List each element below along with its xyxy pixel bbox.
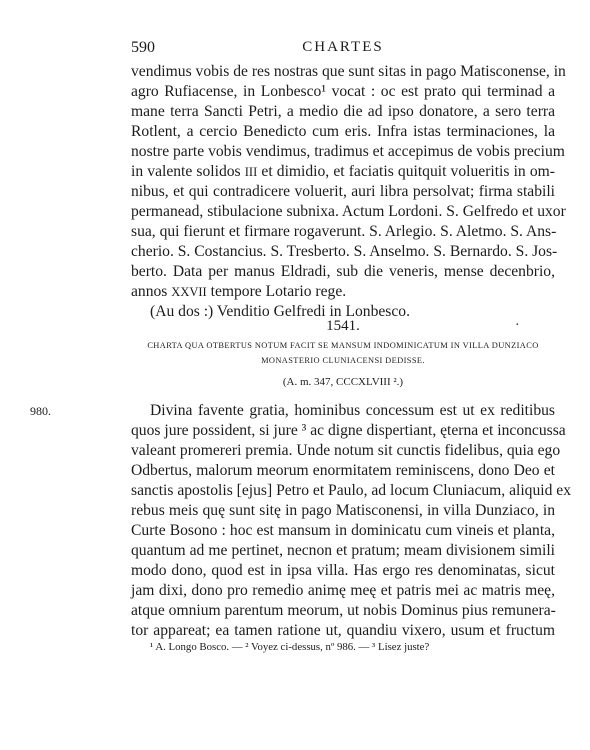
text-line bbox=[131, 162, 555, 182]
text-line: tor appareat; ea tamen ratione ut, quandiu vixero, usum et fructum bbox=[131, 622, 555, 639]
text-line: Curte Bosono : hoc est mansum in dominicatu cum vineis et planta, bbox=[131, 522, 555, 539]
page-number: 590 bbox=[131, 39, 155, 56]
charter-heading: MONASTERIO CLUNIACENSI DEDISSE. bbox=[261, 356, 425, 365]
text-fragment: annos bbox=[131, 283, 168, 300]
margin-date: 980. bbox=[30, 404, 51, 418]
roman-numeral: XXVII bbox=[171, 285, 207, 299]
text-line: atque omnium parentum meorum, ut nobis Dominus pius remunera- bbox=[131, 602, 556, 619]
text-line: permanead, stibulacione subnixa. Actum Lordoni. S. Gelfredo et uxor bbox=[131, 203, 566, 220]
text-line: jam dixi, dono pro remedio animę meę et patris mei ac matris meę, bbox=[131, 582, 555, 599]
running-title: CHARTES bbox=[302, 39, 384, 55]
charter-heading: CHARTA QUA OTBERTUS NOTUM FACIT SE MANSUM INDOMINICATUM IN VILLA DUNZIACO bbox=[147, 341, 539, 350]
text-line: Odbertus, malorum meorum enormitatem reminiscens, dono Deo et bbox=[131, 462, 555, 479]
text-line: sanctis apostolis [ejus] Petro et Paulo, ad locum Cluniacum, aliquid ex bbox=[131, 482, 572, 499]
text-line: modo dono, quod est in ipsa villa. Has ergo res denominatas, sicut bbox=[131, 562, 555, 579]
text-line bbox=[131, 282, 555, 302]
text-line: mane terra Sancti Petri, a medio die ad ipso donatore, a sero terra bbox=[131, 103, 555, 120]
text-line: quos jure possident, si jure ³ ac digne dispertiant, ęterna et inconcussa bbox=[131, 422, 566, 439]
charter-date: (A. m. 347, CCCXLVIII ².) bbox=[282, 376, 404, 388]
text-line: rebus meis quę sunt sitę in pago Matisconensi, in villa Dunziaco, in bbox=[131, 502, 555, 519]
text-fragment: et dimidio, et faciatis quitquit volueritis in om- bbox=[257, 163, 555, 180]
text-line: Divina favente gratia, hominibus concessum est ut ex reditibus bbox=[150, 402, 555, 419]
text-line: nibus, et qui contradicere voluerit, auri libra persolvat; firma stabili bbox=[131, 183, 555, 200]
text-line: cherio. S. Costancius. S. Tresberto. S. Anselmo. S. Bernardo. S. Jos- bbox=[131, 243, 558, 260]
text-line: vendimus vobis de res nostras que sunt sitas in pago Matisconense, in bbox=[131, 63, 566, 80]
text-line: berto. Data per manus Eldradi, sub die veneris, mense decenbrio, bbox=[131, 263, 555, 280]
text-line: sua, qui fierunt et firmare rogaverunt. S. Arlegio. S. Aletmo. S. Ans- bbox=[131, 223, 557, 240]
text-line: quantum ad me pertinet, necnon et pratum; meam divisionem simili bbox=[131, 542, 555, 559]
page-header bbox=[131, 39, 555, 57]
text-line: valeant promereri premia. Unde notum sit cunctis fidelibus, quia ego bbox=[131, 442, 561, 459]
text-line: agro Rufiacense, in Lonbesco¹ vocat : oc est prato qui terminad a bbox=[131, 83, 555, 100]
endorsement: (Au dos :) Venditio Gelfredi in Lonbesco. bbox=[150, 303, 410, 320]
text-line: nostre parte vobis vendimus, tradimus et accepimus de vobis precium bbox=[131, 143, 565, 160]
roman-numeral: III bbox=[244, 165, 258, 179]
text-line: Rotlent, a cercio Benedicto cum eris. Infra istas terminaciones, la bbox=[131, 123, 555, 140]
footnotes: ¹ A. Longo Bosco. — ² Voyez ci-dessus, nº 986. — ³ Lisez juste? bbox=[150, 641, 430, 653]
text-fragment: in valente solidos bbox=[131, 163, 241, 180]
text-fragment: tempore Lotario rege. bbox=[206, 283, 347, 300]
charter-number: 1541. bbox=[326, 318, 360, 334]
margin-mark: · bbox=[515, 318, 520, 333]
